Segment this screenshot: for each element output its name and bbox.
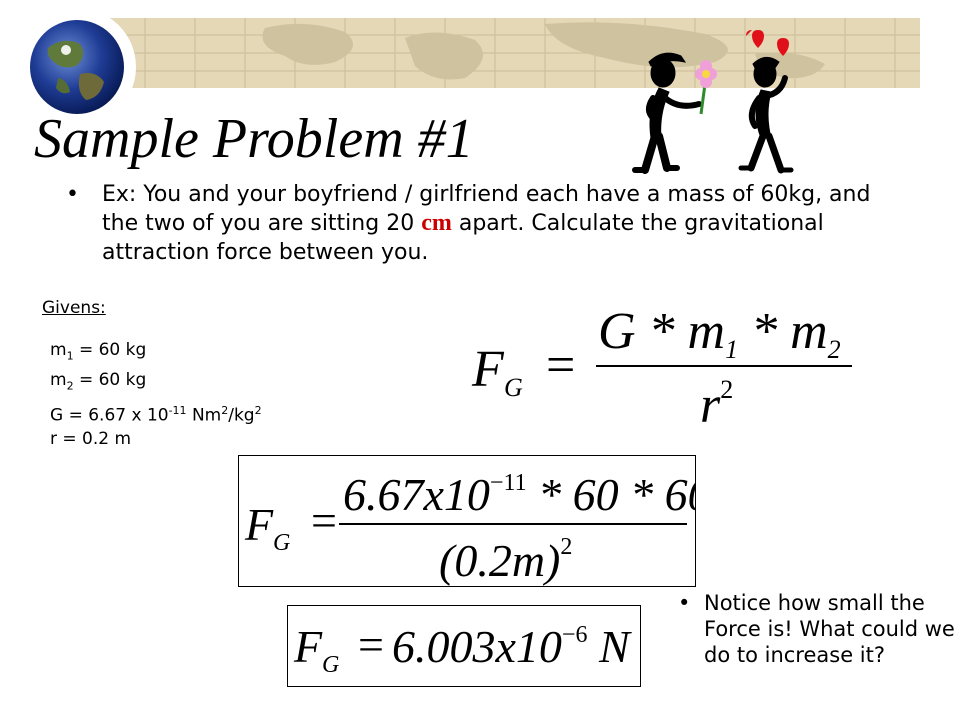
notice-text: Notice how small the Force is! What could we do to increase it? — [704, 591, 955, 667]
substitution-formula — [239, 456, 695, 586]
formula-equals: = — [546, 337, 576, 394]
formula-lhs: F — [472, 341, 504, 398]
given-g-exp3: 2 — [254, 403, 262, 417]
formula-lhs-sub: G — [504, 373, 523, 402]
given-g-unit: Nm — [186, 405, 222, 426]
sub-lhs: F — [245, 499, 274, 550]
given-value: = 60 kg — [73, 370, 147, 391]
problem-text-start: Ex: You and your boyfriend / girlfriend each have a mass of 60kg, and the two of you are sitting 20 — [102, 182, 871, 236]
problem-bullet — [66, 180, 876, 267]
given-value: = 60 kg — [73, 340, 147, 360]
result-box — [287, 605, 641, 687]
sub-denominator: $(0.2m)^2$ — [439, 534, 573, 586]
given-var: m — [50, 340, 67, 360]
given-sub: 2 — [66, 379, 74, 393]
given-var: m — [50, 370, 67, 391]
result-lhs: F — [294, 621, 323, 672]
given-m2 — [50, 368, 262, 398]
highlighted-unit: cm — [421, 210, 452, 236]
gravity-formula — [468, 300, 858, 430]
problem-text — [102, 180, 876, 267]
given-sub: 1 — [66, 349, 74, 363]
stick-figures-icon — [615, 18, 820, 183]
notice-bullet — [678, 590, 958, 668]
given-g-exp: -11 — [168, 403, 187, 417]
heart-icon — [777, 38, 789, 56]
given-g — [50, 399, 262, 428]
given-r: r = 0.2 m — [50, 429, 132, 450]
bullet-icon: • — [66, 182, 79, 207]
formula-numerator: G * m1 * m2 — [598, 303, 841, 364]
givens-list — [50, 338, 262, 451]
given-g-unit2: /kg — [228, 405, 255, 426]
result-equals: = — [358, 619, 384, 670]
given-g-exp2: 2 — [221, 403, 229, 417]
slide-title: Sample Problem #1 — [34, 108, 474, 170]
substitution-box — [238, 455, 696, 587]
formula-denominator: $r^2$ — [700, 375, 734, 430]
sub-equals: = — [311, 495, 337, 546]
result-lhs-sub: G — [322, 652, 340, 678]
problem-text-end: apart. Calculate the gravitational attraction force between you. — [102, 211, 824, 265]
result-formula — [288, 606, 640, 686]
heart-icon — [746, 30, 764, 48]
given-g-prefix: G = 6.67 x 10 — [50, 405, 169, 426]
sub-numerator: $6.67x10^{-11} * 60 * 60$ — [343, 469, 695, 520]
sub-lhs-sub: G — [273, 530, 291, 556]
givens-heading: Givens: — [42, 298, 106, 318]
bullet-icon: • — [678, 591, 691, 615]
given-m1 — [50, 338, 262, 368]
result-value: $6.003x10^{-6}$ N — [392, 621, 630, 672]
